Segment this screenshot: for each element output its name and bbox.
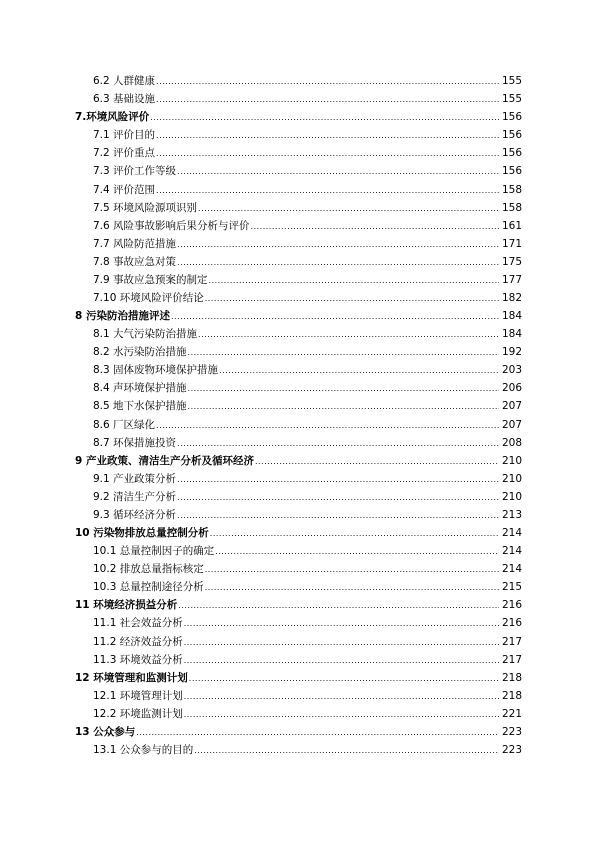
toc-dot-leader (251, 222, 499, 232)
toc-entry-label: 9.2 清洁生产分析 (93, 490, 177, 503)
toc-entry-label: 8.7 环保措施投资 (93, 436, 177, 449)
toc-entry-label: 9.1 产业政策分析 (93, 472, 177, 485)
toc-dot-leader (198, 330, 499, 340)
toc-dot-leader (205, 583, 499, 593)
toc-entry-label: 7.5 环境风险源项识别 (93, 201, 198, 214)
toc-entry-label: 10.1 总量控制因子的确定 (93, 545, 215, 558)
toc-entry-label: 11.1 社会效益分析 (93, 617, 183, 630)
toc-entry-label: 10.2 排放总量指标核定 (93, 563, 204, 576)
toc-section-entry[interactable] (0, 612, 595, 630)
toc-page-number: 158 (501, 201, 522, 214)
toc-page-number: 192 (501, 346, 522, 359)
toc-dot-leader (184, 638, 499, 648)
toc-section-entry[interactable] (0, 341, 595, 359)
toc-section-entry[interactable] (0, 323, 595, 341)
toc-section-entry[interactable] (0, 395, 595, 413)
toc-dot-leader (156, 149, 499, 159)
toc-dot-leader (205, 565, 499, 575)
toc-page-number: 156 (501, 111, 522, 124)
toc-section-entry[interactable] (0, 630, 595, 648)
toc-chapter-entry[interactable] (0, 305, 595, 323)
toc-entry-label: 8 污染防治措施评述 (75, 310, 170, 323)
toc-section-entry[interactable] (0, 739, 595, 757)
toc-section-entry[interactable] (0, 88, 595, 106)
toc-page-number: 156 (501, 129, 522, 142)
toc-dot-leader (184, 656, 499, 666)
toc-dot-leader (198, 204, 499, 214)
toc-dot-leader (215, 547, 499, 557)
toc-page-number: 221 (501, 707, 522, 720)
toc-dot-leader (188, 384, 499, 394)
toc-page-number: 218 (501, 689, 522, 702)
toc-page-number: 217 (501, 635, 522, 648)
toc-dot-leader (205, 294, 499, 304)
toc-section-entry[interactable] (0, 233, 595, 251)
toc-page-number: 156 (501, 147, 522, 160)
toc-page-number: 175 (501, 255, 522, 268)
toc-entry-label: 7.8 事故应急对策 (93, 255, 177, 268)
toc-page-number: 207 (501, 418, 522, 431)
toc-entry-label: 7.2 评价重点 (93, 147, 156, 160)
toc-section-entry[interactable] (0, 576, 595, 594)
toc-entry-label: 8.1 大气污染防治措施 (93, 328, 198, 341)
toc-page-number: 210 (501, 472, 522, 485)
toc-section-entry[interactable] (0, 269, 595, 287)
toc-dot-leader (156, 186, 499, 196)
toc-dot-leader (184, 692, 499, 702)
toc-entry-label: 13.1 公众参与的目的 (93, 743, 194, 756)
toc-section-entry[interactable] (0, 685, 595, 703)
toc-page-number: 155 (501, 93, 522, 106)
toc-page-number: 171 (501, 237, 522, 250)
toc-section-entry[interactable] (0, 215, 595, 233)
toc-entry-label: 10 污染物排放总量控制分析 (75, 527, 209, 540)
toc-page-number: 214 (501, 545, 522, 558)
toc-dot-leader (177, 511, 499, 521)
toc-page-number: 223 (501, 725, 522, 738)
toc-chapter-entry[interactable] (0, 106, 595, 124)
toc-entry-label: 11.2 经济效益分析 (93, 635, 183, 648)
toc-section-entry[interactable] (0, 359, 595, 377)
toc-entry-label: 12.1 环境管理计划 (93, 689, 183, 702)
toc-section-entry[interactable] (0, 197, 595, 215)
toc-section-entry[interactable] (0, 540, 595, 558)
toc-dot-leader (209, 276, 499, 286)
toc-dot-leader (184, 619, 499, 629)
toc-page-number: 215 (501, 581, 522, 594)
toc-entry-label: 12 环境管理和监测计划 (75, 671, 188, 684)
toc-dot-leader (156, 77, 499, 87)
toc-section-entry[interactable] (0, 703, 595, 721)
toc-dot-leader (150, 113, 499, 123)
toc-page-number: 214 (501, 563, 522, 576)
toc-page-number: 158 (501, 183, 522, 196)
toc-dot-leader (177, 240, 499, 250)
toc-entry-label: 7.环境风险评价 (75, 111, 150, 124)
toc-page-number: 184 (501, 328, 522, 341)
toc-dot-leader (177, 167, 499, 177)
toc-entry-label: 8.3 固体废物环境保护措施 (93, 364, 219, 377)
toc-page-number: 177 (501, 273, 522, 286)
toc-section-entry[interactable] (0, 142, 595, 160)
toc-page-number: 207 (501, 400, 522, 413)
table-of-contents (0, 70, 595, 757)
toc-page-number: 155 (501, 75, 522, 88)
toc-dot-leader (188, 402, 499, 412)
toc-chapter-entry[interactable] (0, 667, 595, 685)
toc-page-number: 182 (501, 292, 522, 305)
toc-entry-label: 6.2 人群健康 (93, 75, 156, 88)
toc-section-entry[interactable] (0, 468, 595, 486)
toc-entry-label: 7.7 风险防范措施 (93, 237, 177, 250)
toc-page-number: 223 (501, 743, 522, 756)
toc-entry-label: 9.3 循环经济分析 (93, 508, 177, 521)
toc-section-entry[interactable] (0, 413, 595, 431)
toc-entry-label: 12.2 环境监测计划 (93, 707, 183, 720)
toc-section-entry[interactable] (0, 70, 595, 88)
toc-dot-leader (189, 674, 499, 684)
toc-dot-leader (177, 258, 499, 268)
toc-entry-label: 8.2 水污染防治措施 (93, 346, 187, 359)
toc-dot-leader (156, 131, 499, 141)
toc-entry-label: 9 产业政策、清洁生产分析及循环经济 (75, 454, 254, 467)
toc-page-number: 216 (501, 599, 522, 612)
toc-dot-leader (177, 439, 499, 449)
toc-section-entry[interactable] (0, 649, 595, 667)
toc-chapter-entry[interactable] (0, 594, 595, 612)
toc-entry-label: 7.4 评价范围 (93, 183, 156, 196)
toc-page-number: 214 (501, 527, 522, 540)
toc-dot-leader (178, 601, 499, 611)
toc-section-entry[interactable] (0, 486, 595, 504)
toc-dot-leader (219, 366, 499, 376)
toc-dot-leader (136, 728, 499, 738)
toc-entry-label: 7.10 环境风险评价结论 (93, 292, 204, 305)
toc-chapter-entry[interactable] (0, 450, 595, 468)
toc-dot-leader (177, 493, 499, 503)
toc-entry-label: 7.9 事故应急预案的制定 (93, 273, 208, 286)
toc-section-entry[interactable] (0, 377, 595, 395)
toc-entry-label: 6.3 基础设施 (93, 93, 156, 106)
toc-page-number: 217 (501, 653, 522, 666)
toc-page-number: 161 (501, 219, 522, 232)
toc-entry-label: 7.1 评价目的 (93, 129, 156, 142)
toc-page-number: 184 (501, 310, 522, 323)
toc-section-entry[interactable] (0, 160, 595, 178)
toc-page-number: 210 (501, 454, 522, 467)
toc-dot-leader (210, 529, 499, 539)
toc-entry-label: 11 环境经济损益分析 (75, 599, 178, 612)
toc-chapter-entry[interactable] (0, 522, 595, 540)
toc-entry-label: 11.3 环境效益分析 (93, 653, 183, 666)
toc-dot-leader (184, 710, 499, 720)
toc-dot-leader (156, 95, 499, 105)
toc-dot-leader (194, 746, 499, 756)
toc-entry-label: 7.3 评价工作等级 (93, 165, 177, 178)
toc-page-number: 206 (501, 382, 522, 395)
toc-page-number: 218 (501, 671, 522, 684)
toc-page-number: 210 (501, 490, 522, 503)
toc-section-entry[interactable] (0, 124, 595, 142)
toc-section-entry[interactable] (0, 251, 595, 269)
toc-page-number: 213 (501, 508, 522, 521)
toc-section-entry[interactable] (0, 504, 595, 522)
toc-entry-label: 10.3 总量控制途径分析 (93, 581, 204, 594)
toc-page-number: 156 (501, 165, 522, 178)
toc-section-entry[interactable] (0, 178, 595, 196)
toc-dot-leader (156, 421, 499, 431)
toc-dot-leader (177, 475, 499, 485)
toc-section-entry[interactable] (0, 432, 595, 450)
toc-page-number: 216 (501, 617, 522, 630)
toc-dot-leader (188, 348, 499, 358)
toc-dot-leader (255, 457, 499, 467)
toc-page-number: 208 (501, 436, 522, 449)
toc-entry-label: 8.6 厂区绿化 (93, 418, 156, 431)
toc-section-entry[interactable] (0, 287, 595, 305)
toc-page-number: 203 (501, 364, 522, 377)
toc-entry-label: 8.4 声环境保护措施 (93, 382, 187, 395)
toc-entry-label: 13 公众参与 (75, 725, 136, 738)
toc-entry-label: 8.5 地下水保护措施 (93, 400, 187, 413)
toc-dot-leader (171, 312, 499, 322)
toc-section-entry[interactable] (0, 558, 595, 576)
toc-entry-label: 7.6 风险事故影响后果分析与评价 (93, 219, 250, 232)
toc-chapter-entry[interactable] (0, 721, 595, 739)
